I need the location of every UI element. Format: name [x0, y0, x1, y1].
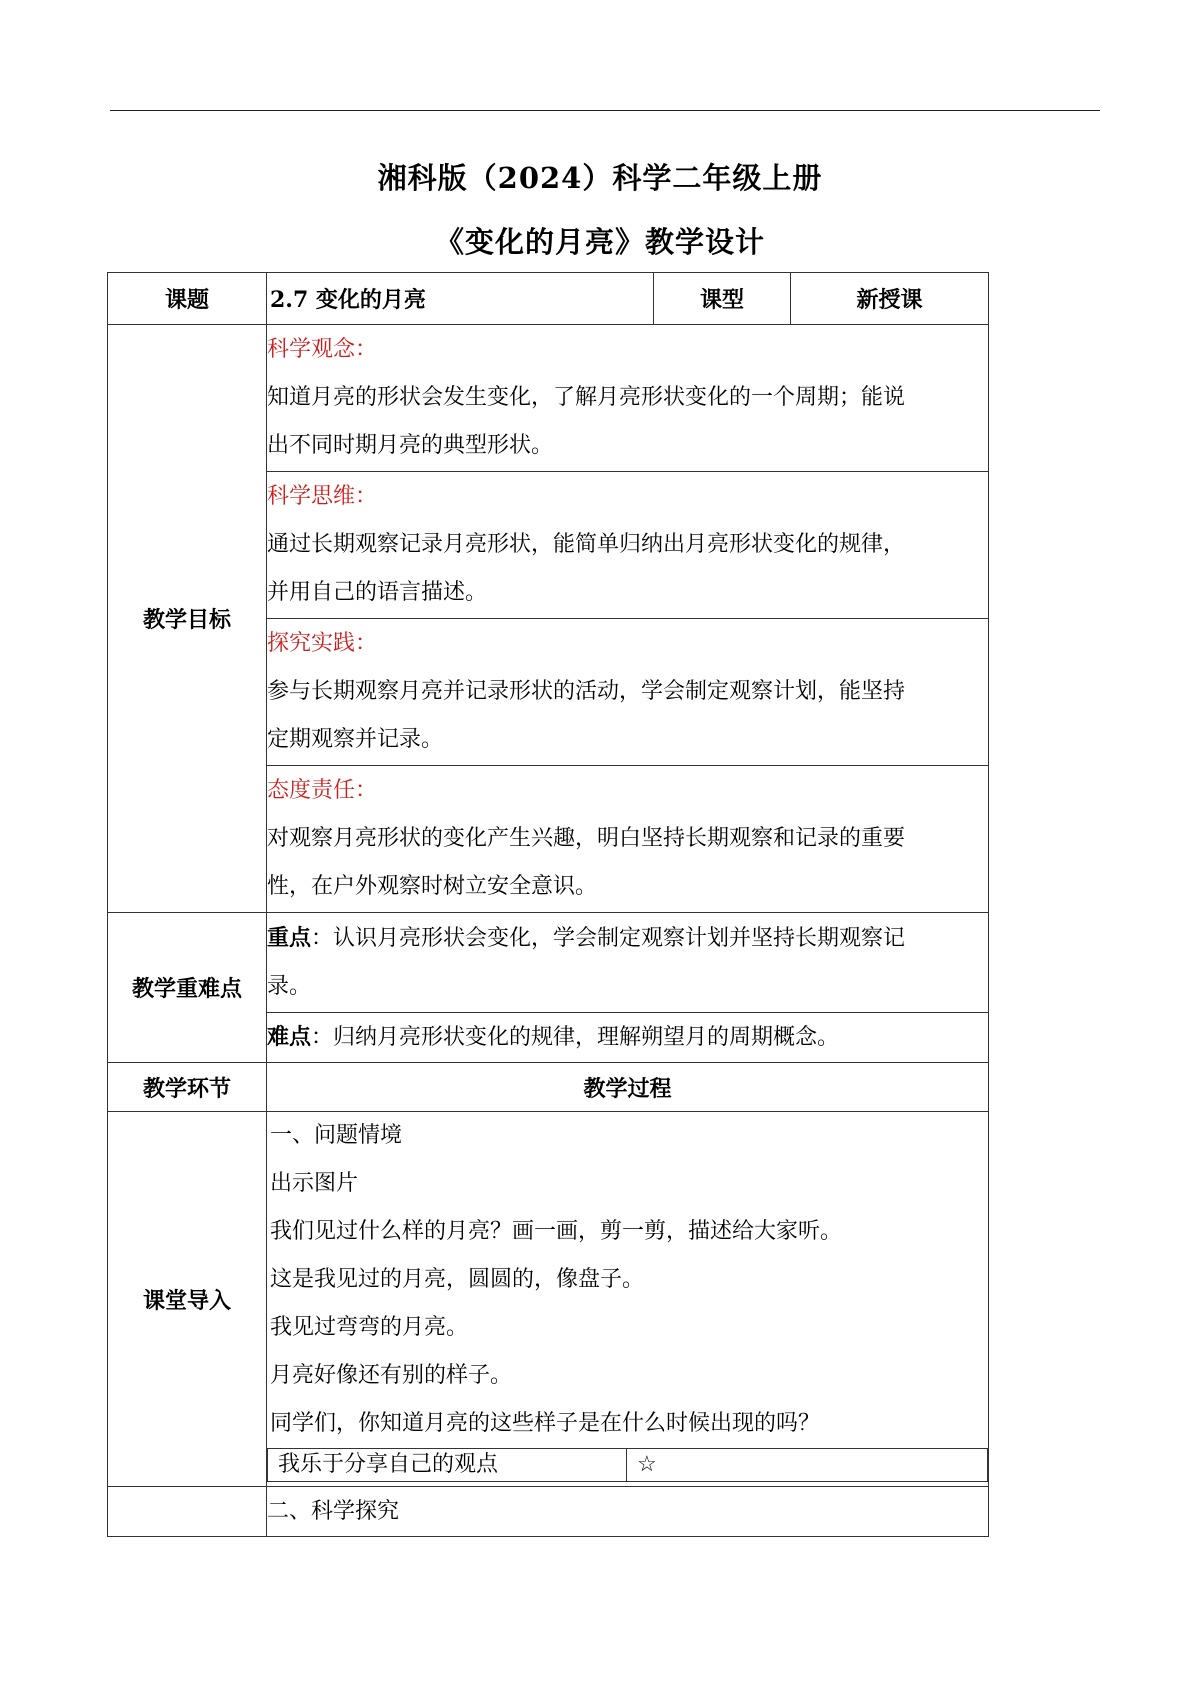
objectives-label: 教学目标 — [108, 325, 267, 913]
topic-label: 课题 — [108, 273, 267, 325]
intro-line: 我们见过什么样的月亮？画一画，剪一剪，描述给大家听。 — [270, 1219, 843, 1244]
intro-line: 出示图片 — [270, 1171, 359, 1196]
intro-line: 同学们，你知道月亮的这些样子是在什么时候出现的吗？ — [270, 1411, 821, 1436]
lesson-plan-table — [107, 272, 989, 1537]
key-point-text-cont: 录。 — [267, 974, 312, 999]
self-rating-star[interactable]: ☆ — [627, 1449, 988, 1482]
objective-heading: 科学观念： — [267, 337, 378, 362]
objective-attitude — [267, 766, 989, 913]
intro-line: 这是我见过的月亮，圆圆的，像盘子。 — [270, 1267, 645, 1292]
key-point-label: 重点 — [267, 925, 312, 951]
self-rating-table — [267, 1448, 988, 1482]
intro-line: 月亮好像还有别的样子。 — [270, 1363, 513, 1388]
intro-cell — [267, 1112, 989, 1487]
document-title-line1: 湘科版（2024）科学二年级上册 — [377, 161, 823, 195]
section-header-left: 教学环节 — [108, 1063, 267, 1112]
section-header-right: 教学过程 — [267, 1063, 989, 1112]
key-points-label: 教学重难点 — [108, 913, 267, 1063]
type-value: 新授课 — [791, 273, 989, 325]
objective-heading: 科学思维： — [267, 484, 378, 509]
objective-thinking — [267, 472, 989, 619]
difficult-point-cell — [267, 1013, 989, 1063]
next-section-label — [108, 1487, 267, 1537]
key-point-text: ：认识月亮形状会变化，学会制定观察计划并坚持长期观察记 — [311, 926, 906, 951]
key-point-cell — [267, 913, 989, 1013]
objective-heading: 探究实践： — [267, 631, 378, 656]
intro-line: 一、问题情境 — [270, 1123, 403, 1148]
objective-line: 并用自己的语言描述。 — [267, 580, 488, 605]
header-rule — [110, 110, 1100, 111]
topic-row — [108, 273, 989, 325]
objective-line: 性，在户外观察时树立安全意识。 — [267, 874, 598, 899]
difficult-point-text: ：归纳月亮形状变化的规律，理解朔望月的周期概念。 — [311, 1025, 840, 1050]
objective-line: 通过长期观察记录月亮形状，能简单归纳出月亮形状变化的规律， — [267, 532, 906, 557]
objective-concept — [267, 325, 989, 472]
topic-value: 2.7 变化的月亮 — [267, 273, 654, 325]
next-section-text: 二、科学探究 — [267, 1487, 989, 1537]
objective-line: 对观察月亮形状的变化产生兴趣，明白坚持长期观察和记录的重要 — [267, 826, 906, 851]
objective-line: 参与长期观察月亮并记录形状的活动，学会制定观察计划，能坚持 — [267, 679, 906, 704]
intro-line: 我见过弯弯的月亮。 — [270, 1315, 469, 1340]
type-label: 课型 — [654, 273, 791, 325]
intro-label: 课堂导入 — [108, 1112, 267, 1487]
document-title-line2: 《变化的月亮》教学设计 — [434, 225, 765, 259]
objective-line: 定期观察并记录。 — [267, 727, 444, 752]
self-rating-text: 我乐于分享自己的观点 — [268, 1449, 627, 1482]
objective-heading: 态度责任： — [267, 778, 378, 803]
objective-line: 出不同时期月亮的典型形状。 — [267, 433, 554, 458]
difficult-point-label: 难点 — [267, 1024, 312, 1050]
objective-line: 知道月亮的形状会发生变化，了解月亮形状变化的一个周期；能说 — [267, 385, 906, 410]
objective-practice — [267, 619, 989, 766]
